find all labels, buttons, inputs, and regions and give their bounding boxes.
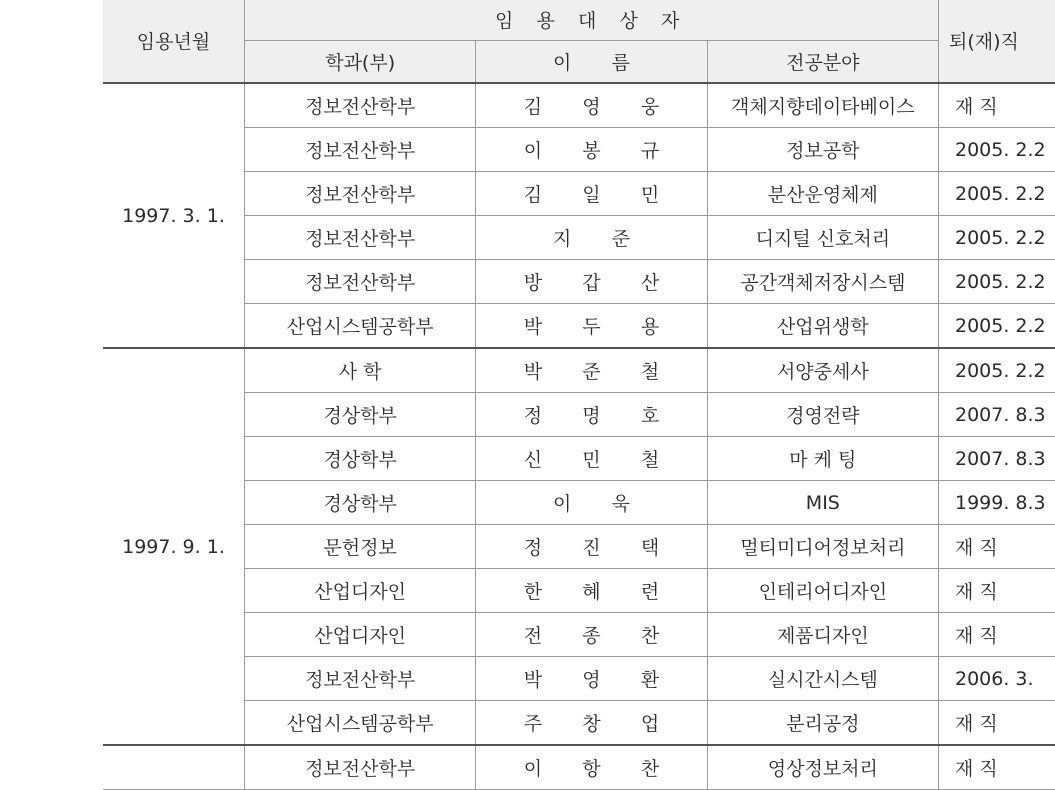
header-dept: 학과(부) xyxy=(245,41,476,84)
retire-cell: 재 직 xyxy=(939,569,1055,613)
dept-cell: 정보전산학부 xyxy=(245,657,476,701)
dept-cell: 산업시스템공학부 xyxy=(245,701,476,746)
dept-cell: 문헌정보 xyxy=(245,525,476,569)
name-cell: 김 영 웅 xyxy=(476,83,707,128)
table-row xyxy=(103,348,1055,393)
table-body xyxy=(103,83,1055,790)
table-row xyxy=(103,304,1055,349)
retire-cell: 2005. 2.2 xyxy=(939,128,1055,172)
retire-cell: 재 직 xyxy=(939,613,1055,657)
header-retire: 퇴(재)직 xyxy=(939,0,1055,83)
table-row xyxy=(103,613,1055,657)
field-cell: 디지털 신호처리 xyxy=(707,216,938,260)
field-cell: 분산운영체제 xyxy=(707,172,938,216)
header-target: 임 용 대 상 자 xyxy=(245,0,939,41)
field-cell: 공간객체저장시스템 xyxy=(707,260,938,304)
field-cell: MIS xyxy=(707,481,938,525)
field-cell: 경영전략 xyxy=(707,393,938,437)
field-cell: 서양중세사 xyxy=(707,348,938,393)
name-cell: 방 갑 산 xyxy=(476,260,707,304)
table-row xyxy=(103,172,1055,216)
name-cell: 전 종 찬 xyxy=(476,613,707,657)
name-cell: 신 민 철 xyxy=(476,437,707,481)
dept-cell: 산업디자인 xyxy=(245,569,476,613)
retire-cell: 2006. 3. xyxy=(939,657,1055,701)
header-year: 임용년월 xyxy=(103,0,245,83)
dept-cell: 정보전산학부 xyxy=(245,83,476,128)
name-cell: 한 혜 련 xyxy=(476,569,707,613)
name-cell: 지 준 xyxy=(476,216,707,260)
retire-cell: 2005. 2.2 xyxy=(939,304,1055,349)
retire-cell: 2005. 2.2 xyxy=(939,260,1055,304)
appointment-date-cell xyxy=(103,745,245,790)
field-cell: 멀티미디어정보처리 xyxy=(707,525,938,569)
table-row xyxy=(103,260,1055,304)
name-cell: 박 영 환 xyxy=(476,657,707,701)
dept-cell: 정보전산학부 xyxy=(245,216,476,260)
retire-cell: 재 직 xyxy=(939,701,1055,746)
retire-cell: 재 직 xyxy=(939,83,1055,128)
dept-cell: 정보전산학부 xyxy=(245,172,476,216)
table-row xyxy=(103,128,1055,172)
table-row xyxy=(103,745,1055,790)
retire-cell: 2005. 2.2 xyxy=(939,172,1055,216)
dept-cell: 정보전산학부 xyxy=(245,745,476,790)
name-cell: 이 항 찬 xyxy=(476,745,707,790)
table-row xyxy=(103,657,1055,701)
field-cell: 객체지향데이타베이스 xyxy=(707,83,938,128)
header-name: 이 름 xyxy=(476,41,707,84)
field-cell: 제품디자인 xyxy=(707,613,938,657)
retire-cell: 2005. 2.2 xyxy=(939,216,1055,260)
name-cell: 박 준 철 xyxy=(476,348,707,393)
dept-cell: 경상학부 xyxy=(245,393,476,437)
appointment-table xyxy=(103,0,1055,790)
field-cell: 영상정보처리 xyxy=(707,745,938,790)
name-cell: 김 일 민 xyxy=(476,172,707,216)
dept-cell: 산업디자인 xyxy=(245,613,476,657)
appointment-date-cell: 1997. 9. 1. xyxy=(103,348,245,745)
appointment-date-cell: 1997. 3. 1. xyxy=(103,83,245,348)
table-row xyxy=(103,437,1055,481)
retire-cell: 재 직 xyxy=(939,745,1055,790)
dept-cell: 사 학 xyxy=(245,348,476,393)
name-cell: 주 창 업 xyxy=(476,701,707,746)
field-cell: 정보공학 xyxy=(707,128,938,172)
retire-cell: 2005. 2.2 xyxy=(939,348,1055,393)
table-row xyxy=(103,216,1055,260)
table-row xyxy=(103,525,1055,569)
field-cell: 산업위생학 xyxy=(707,304,938,349)
table-row xyxy=(103,481,1055,525)
retire-cell: 재 직 xyxy=(939,525,1055,569)
table-row xyxy=(103,701,1055,746)
retire-cell: 2007. 8.3 xyxy=(939,437,1055,481)
table-row xyxy=(103,569,1055,613)
field-cell: 분리공정 xyxy=(707,701,938,746)
name-cell: 이 봉 규 xyxy=(476,128,707,172)
dept-cell: 경상학부 xyxy=(245,481,476,525)
retire-cell: 1999. 8.3 xyxy=(939,481,1055,525)
name-cell: 박 두 용 xyxy=(476,304,707,349)
name-cell: 이 욱 xyxy=(476,481,707,525)
name-cell: 정 명 호 xyxy=(476,393,707,437)
field-cell: 실시간시스템 xyxy=(707,657,938,701)
retire-cell: 2007. 8.3 xyxy=(939,393,1055,437)
table-row xyxy=(103,393,1055,437)
dept-cell: 경상학부 xyxy=(245,437,476,481)
field-cell: 인테리어디자인 xyxy=(707,569,938,613)
table-row xyxy=(103,83,1055,128)
header-field: 전공분야 xyxy=(707,41,938,84)
dept-cell: 정보전산학부 xyxy=(245,260,476,304)
field-cell: 마 케 팅 xyxy=(707,437,938,481)
name-cell: 정 진 택 xyxy=(476,525,707,569)
dept-cell: 정보전산학부 xyxy=(245,128,476,172)
dept-cell: 산업시스템공학부 xyxy=(245,304,476,349)
